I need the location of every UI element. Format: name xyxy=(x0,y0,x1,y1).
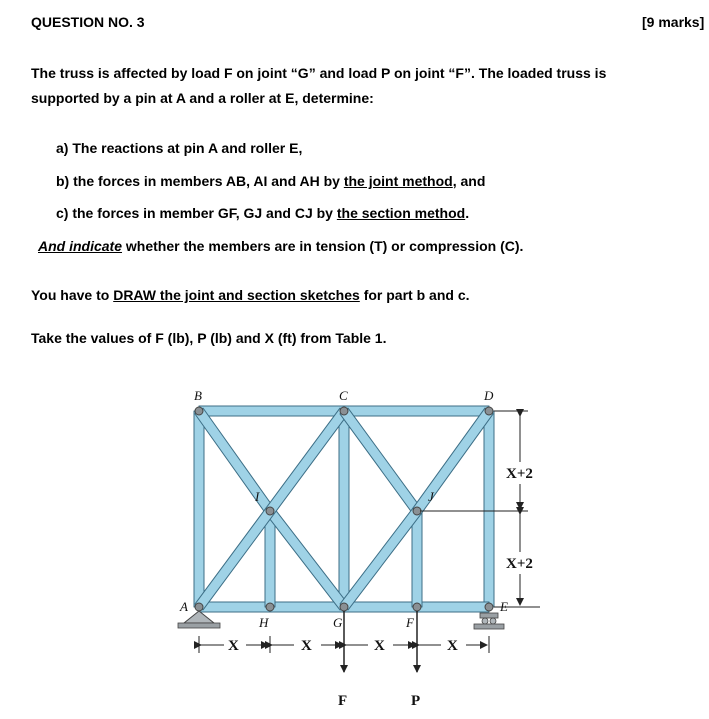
section-method-text: the section method xyxy=(336,205,466,221)
member-JG xyxy=(340,508,421,610)
member-DE xyxy=(484,411,494,607)
member-FE xyxy=(417,602,489,612)
item-b-end: , and xyxy=(452,173,486,189)
label-E: E xyxy=(500,599,508,614)
item-a: a) The reactions at pin A and roller E, xyxy=(56,140,303,156)
dim-x-3: X xyxy=(374,638,385,654)
pin-E xyxy=(485,603,493,611)
pin-A xyxy=(195,603,203,611)
member-AI xyxy=(195,508,274,610)
pin-F xyxy=(413,603,421,611)
pin-I xyxy=(266,507,274,515)
dim-lower-height: X+2 xyxy=(506,556,533,572)
member-FJ xyxy=(412,511,422,607)
label-G: G xyxy=(333,615,343,630)
member-CJ xyxy=(340,408,421,514)
indicate-rest: whether the members are in tension (T) or compression (C). xyxy=(122,238,524,254)
member-BI xyxy=(195,408,274,514)
label-I: I xyxy=(255,489,260,504)
intro-line-1: The truss is affected by load F on joint “G” and load P on joint “F”. The loaded truss is xyxy=(31,65,607,81)
dim-x-2: X xyxy=(301,638,312,654)
item-b-text: b) the forces in members AB, AI and AH by xyxy=(56,173,344,189)
pin-G xyxy=(340,603,348,611)
member-AB xyxy=(194,411,204,607)
label-F: F xyxy=(406,615,414,630)
draw-pre: You have to xyxy=(31,287,114,303)
pin-B xyxy=(195,407,203,415)
intro-line-2: supported by a pin at A and a roller at E, determine: xyxy=(31,90,374,106)
member-IG xyxy=(266,508,348,610)
member-CD xyxy=(344,406,489,416)
member-GF xyxy=(344,602,417,612)
pin-J xyxy=(413,507,421,515)
member-IC xyxy=(266,408,348,514)
label-H: H xyxy=(259,615,269,630)
label-J: J xyxy=(428,489,434,504)
dim-x-1: X xyxy=(228,638,239,654)
pin-H xyxy=(266,603,274,611)
pin-D xyxy=(485,407,493,415)
member-BC xyxy=(199,406,344,416)
item-c-text: c) the forces in member GF, GJ and CJ by xyxy=(56,205,337,221)
dim-upper-height: X+2 xyxy=(506,466,533,482)
draw-post: for part b and c. xyxy=(359,287,470,303)
joint-method-text: the joint method xyxy=(343,173,453,189)
member-CG xyxy=(339,411,349,607)
member-HG xyxy=(270,602,344,612)
load-label-P: P xyxy=(411,693,421,709)
question-title: QUESTION NO. 3 xyxy=(31,14,145,30)
label-C: C xyxy=(339,388,348,403)
draw-emphasis: DRAW the joint and section sketches xyxy=(113,287,360,303)
label-D: D xyxy=(484,388,494,403)
item-c-end: . xyxy=(465,205,470,221)
member-HI xyxy=(265,511,275,607)
dim-x-4: X xyxy=(447,638,458,654)
member-JD xyxy=(413,408,493,514)
take-values-line: Take the values of F (lb), P (lb) and X (ft) from Table 1. xyxy=(31,330,387,346)
pin-C xyxy=(340,407,348,415)
load-label-F: F xyxy=(338,693,348,709)
label-A: A xyxy=(180,599,188,614)
truss-members xyxy=(194,406,494,612)
member-AH xyxy=(199,602,270,612)
indicate-emphasis: And indicate xyxy=(38,238,123,254)
roller-support-E xyxy=(474,613,504,629)
label-B: B xyxy=(194,388,202,403)
vertical-dimensions xyxy=(420,411,540,607)
question-marks: [9 marks] xyxy=(642,14,705,30)
